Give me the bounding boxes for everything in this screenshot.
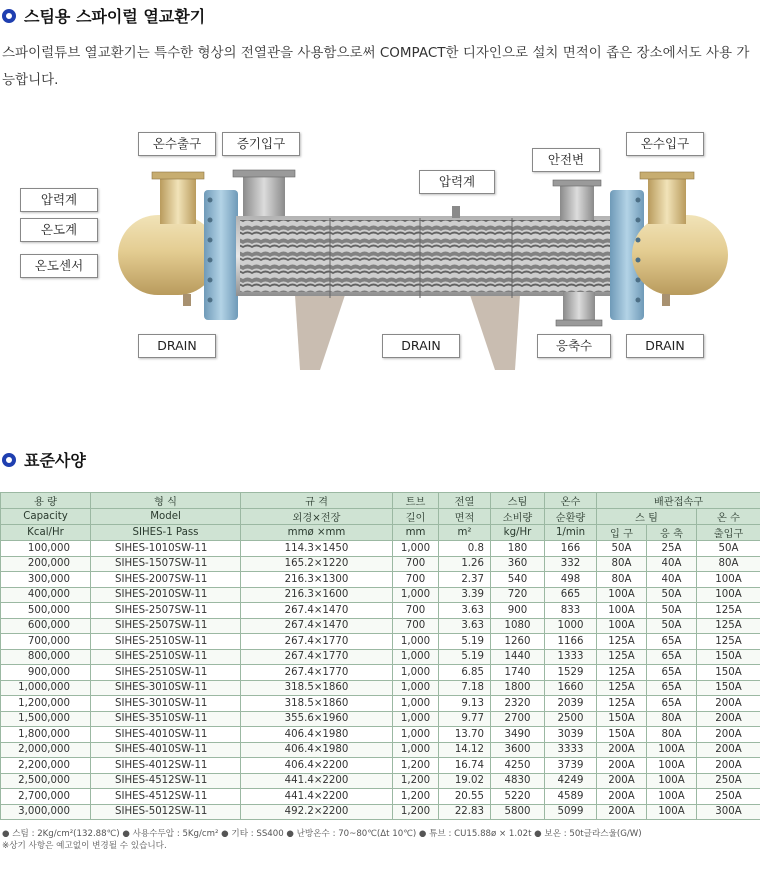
table-cell: 1,000 [393,696,439,712]
table-row [1,758,760,774]
table-cell: 200A [697,711,760,727]
table-cell: 50A [647,587,697,603]
table-row [1,541,760,557]
label-drain-left: DRAIN [138,334,216,358]
hot-water-outlet-pipe [160,172,196,224]
table-row [1,711,760,727]
table-cell: SIHES-2510SW-11 [91,665,241,681]
table-cell: 200,000 [1,556,91,572]
table-row [1,696,760,712]
table-cell: 1529 [545,665,597,681]
table-cell: 200A [597,804,647,820]
table-cell: 22.83 [439,804,491,820]
table-cell: 900,000 [1,665,91,681]
spec-note-line-1: ● 스팀 : 2Kg/cm²(132.88℃) ● 사용수두압 : 5Kg/cm² ● 기타 : SS400 ● 난방온수 : 70~80℃(Δt 10℃) ● 튜브 : CU15.88ø × 1.02t ● 보온 : 50t글라스울(G/W) [2,829,642,839]
table-cell: 200A [697,758,760,774]
table-cell: 3490 [491,727,545,743]
table-cell: 3039 [545,727,597,743]
intro-description: 스파이럴튜브 열교환기는 특수한 형상의 전열관을 사용함으로써 COMPACT한 디자인으로 설치 면적이 좁은 장소에서도 사용 가능합니다. [2,45,750,88]
th-in-out: 출입구 [697,525,760,541]
left-head-chamber [118,215,218,295]
table-cell: 216.3×1600 [241,587,393,603]
table-cell: 1740 [491,665,545,681]
table-cell: 1,000 [393,665,439,681]
table-cell: 100A [597,603,647,619]
table-cell: 1,200 [393,804,439,820]
th-pipe-connection: 배관접속구 [597,493,760,509]
table-cell: 100A [697,587,760,603]
th-tube-1: 트브 [393,493,439,509]
section-title-text: 스팀용 스파이럴 열교환기 [24,7,206,26]
table-cell: 1,200 [393,773,439,789]
table-cell: SIHES-1010SW-11 [91,541,241,557]
th-circ-2: 순환량 [545,509,597,525]
th-model-1: 형 식 [91,493,241,509]
table-cell: 100A [647,789,697,805]
table-cell: SIHES-2507SW-11 [91,618,241,634]
table-cell: 5099 [545,804,597,820]
table-cell: 4830 [491,773,545,789]
th-tube-2: 길이 [393,509,439,525]
table-cell: 1000 [545,618,597,634]
th-spec-3: mmø ×mm [241,525,393,541]
th-spec-2: 외경×전장 [241,509,393,525]
table-cell: 4589 [545,789,597,805]
table-cell: 5220 [491,789,545,805]
table-cell: 65A [647,696,697,712]
th-capacity-1: 용 량 [1,493,91,509]
table-cell: 3,000,000 [1,804,91,820]
table-cell: 250A [697,789,760,805]
th-spec-1: 규 격 [241,493,393,509]
table-cell: 2,200,000 [1,758,91,774]
table-cell: 600,000 [1,618,91,634]
th-tube-3: mm [393,525,439,541]
table-row [1,634,760,650]
table-row [1,680,760,696]
table-cell: SIHES-2007SW-11 [91,572,241,588]
table-cell: 100A [647,804,697,820]
table-cell: 100,000 [1,541,91,557]
table-cell: 3.63 [439,618,491,634]
table-cell: 150A [597,727,647,743]
table-cell: 9.13 [439,696,491,712]
table-cell: 65A [647,649,697,665]
table-cell: SIHES-1507SW-11 [91,556,241,572]
table-cell: 100A [597,587,647,603]
table-cell: 360 [491,556,545,572]
table-cell: 2,000,000 [1,742,91,758]
section-title-text: 표준사양 [24,451,86,470]
table-cell: 1660 [545,680,597,696]
table-cell: 80A [647,711,697,727]
table-cell: 200A [697,742,760,758]
table-cell: 318.5×1860 [241,696,393,712]
table-cell: 40A [647,572,697,588]
table-cell: 0.8 [439,541,491,557]
table-cell: 700 [393,603,439,619]
table-cell: 1,000 [393,634,439,650]
table-cell: 665 [545,587,597,603]
table-cell: 100A [647,758,697,774]
table-cell: 50A [697,541,760,557]
table-cell: 400,000 [1,587,91,603]
table-cell: 1,000 [393,680,439,696]
table-cell: 200A [597,773,647,789]
table-cell: 20.55 [439,789,491,805]
table-cell: 125A [697,634,760,650]
table-row [1,804,760,820]
table-cell: 2.37 [439,572,491,588]
table-cell: SIHES-3510SW-11 [91,711,241,727]
label-safety-valve: 안전변 [532,148,600,172]
table-cell: 2500 [545,711,597,727]
table-cell: 500,000 [1,603,91,619]
table-cell: 267.4×1770 [241,665,393,681]
table-cell: 1,500,000 [1,711,91,727]
table-cell: 125A [597,649,647,665]
table-cell: 1,000 [393,742,439,758]
table-cell: 441.4×2200 [241,773,393,789]
table-cell: 80A [597,556,647,572]
table-row [1,789,760,805]
table-cell: 2039 [545,696,597,712]
table-cell: 4250 [491,758,545,774]
table-cell: 80A [597,572,647,588]
table-cell: 200A [697,696,760,712]
table-row [1,727,760,743]
table-cell: 406.4×2200 [241,758,393,774]
table-cell: 2700 [491,711,545,727]
table-cell: 1333 [545,649,597,665]
table-cell: 3739 [545,758,597,774]
label-hot-water-inlet: 온수입구 [626,132,704,156]
table-cell: 300A [697,804,760,820]
table-cell: SIHES-2510SW-11 [91,649,241,665]
table-cell: 1,000 [393,711,439,727]
spec-table [0,492,760,820]
table-cell: 700 [393,572,439,588]
table-cell: 1260 [491,634,545,650]
table-cell: 267.4×1770 [241,649,393,665]
table-cell: 1080 [491,618,545,634]
th-area-3: m² [439,525,491,541]
right-head-chamber [632,215,728,295]
table-cell: 13.70 [439,727,491,743]
table-cell: 1,000 [393,541,439,557]
circle-bullet-icon [2,9,16,23]
table-cell: 150A [697,649,760,665]
table-cell: 1,200 [393,789,439,805]
th-steam-3: kg/Hr [491,525,545,541]
th-steam-group: 스 팀 [597,509,697,525]
table-row [1,665,760,681]
label-drain-right: DRAIN [626,334,704,358]
table-row [1,773,760,789]
label-hot-water-outlet: 온수출구 [138,132,216,156]
table-cell: 1,000 [393,649,439,665]
table-cell: SIHES-5012SW-11 [91,804,241,820]
table-cell: 833 [545,603,597,619]
table-cell: 1166 [545,634,597,650]
table-cell: 1,800,000 [1,727,91,743]
table-cell: 2320 [491,696,545,712]
table-cell: SIHES-2507SW-11 [91,603,241,619]
table-cell: 200A [597,742,647,758]
th-hot-water-group: 온 수 [697,509,760,525]
section-title-spiral-exchanger [2,4,205,27]
th-capacity-2: Capacity [1,509,91,525]
label-temperature-sensor: 온도센서 [20,254,98,278]
table-row [1,572,760,588]
table-cell: 125A [597,696,647,712]
table-cell: 180 [491,541,545,557]
table-cell: SIHES-4010SW-11 [91,742,241,758]
table-row [1,587,760,603]
label-steam-inlet: 증기입구 [222,132,300,156]
table-cell: 700 [393,618,439,634]
table-cell: 720 [491,587,545,603]
table-cell: 150A [597,711,647,727]
table-cell: 332 [545,556,597,572]
table-row [1,603,760,619]
th-capacity-3: Kcal/Hr [1,525,91,541]
spec-table-body [1,541,760,820]
heat-exchanger-illustration [0,120,760,370]
table-cell: 80A [647,727,697,743]
table-cell: 200A [697,727,760,743]
table-row [1,618,760,634]
th-steam-2: 소비량 [491,509,545,525]
table-cell: 300,000 [1,572,91,588]
table-cell: 498 [545,572,597,588]
table-cell: 1,000 [393,587,439,603]
table-cell: 100A [647,742,697,758]
table-cell: 700,000 [1,634,91,650]
spec-notes [2,828,758,852]
table-cell: 900 [491,603,545,619]
table-cell: 200A [597,789,647,805]
table-cell: 2,500,000 [1,773,91,789]
label-thermometer: 온도계 [20,218,98,242]
table-cell: 250A [697,773,760,789]
table-cell: 40A [647,556,697,572]
table-cell: 125A [597,665,647,681]
table-cell: 100A [597,618,647,634]
table-cell: 100A [697,572,760,588]
table-cell: 1,200 [393,758,439,774]
table-cell: 1440 [491,649,545,665]
table-cell: 800,000 [1,649,91,665]
table-cell: 50A [597,541,647,557]
table-cell: 406.4×1980 [241,742,393,758]
table-cell: 6.85 [439,665,491,681]
hot-water-inlet-pipe [648,172,686,224]
table-cell: 1.26 [439,556,491,572]
table-cell: 5.19 [439,634,491,650]
label-drain-center: DRAIN [382,334,460,358]
table-cell: 267.4×1470 [241,603,393,619]
table-cell: 150A [697,665,760,681]
table-cell: 318.5×1860 [241,680,393,696]
table-cell: SIHES-3010SW-11 [91,680,241,696]
table-cell: 3600 [491,742,545,758]
table-cell: 25A [647,541,697,557]
table-cell: 9.77 [439,711,491,727]
spec-note-line-2: ※상기 사항은 예고없이 변경될 수 있습니다. [2,841,167,851]
table-cell: 50A [647,618,697,634]
table-cell: 5800 [491,804,545,820]
label-condensate: 응축수 [537,334,611,358]
table-cell: SIHES-4512SW-11 [91,789,241,805]
table-cell: 406.4×1980 [241,727,393,743]
table-cell: 1800 [491,680,545,696]
th-area-2: 면적 [439,509,491,525]
table-cell: 65A [647,634,697,650]
th-area-1: 전열 [439,493,491,509]
spiral-tube-bundle [240,220,612,292]
table-cell: 125A [597,680,647,696]
table-cell: SIHES-2010SW-11 [91,587,241,603]
table-cell: 125A [697,603,760,619]
circle-bullet-icon [2,453,16,467]
table-cell: 700 [393,556,439,572]
table-cell: 65A [647,665,697,681]
table-cell: 1,000 [393,727,439,743]
table-cell: 355.6×1960 [241,711,393,727]
th-steam-1: 스팀 [491,493,545,509]
label-pressure-gauge-left: 압력계 [20,188,98,212]
heat-exchanger-diagram [0,120,760,370]
table-cell: 14.12 [439,742,491,758]
table-cell: 150A [697,680,760,696]
table-cell: 80A [697,556,760,572]
table-cell: 16.74 [439,758,491,774]
table-cell: 65A [647,680,697,696]
table-cell: 3333 [545,742,597,758]
table-cell: 166 [545,541,597,557]
th-model-2: Model [91,509,241,525]
table-cell: 50A [647,603,697,619]
th-circ-3: 1/min [545,525,597,541]
table-cell: 1,200,000 [1,696,91,712]
table-cell: SIHES-4012SW-11 [91,758,241,774]
table-cell: 19.02 [439,773,491,789]
table-cell: 216.3×1300 [241,572,393,588]
table-row [1,556,760,572]
right-saddle-support [470,295,520,370]
th-model-3: SIHES-1 Pass [91,525,241,541]
table-cell: 165.2×1220 [241,556,393,572]
table-cell: 114.3×1450 [241,541,393,557]
table-cell: 492.2×2200 [241,804,393,820]
table-row [1,649,760,665]
section-title-standard-spec [2,448,86,471]
th-circ-1: 온수 [545,493,597,509]
table-cell: SIHES-4512SW-11 [91,773,241,789]
th-condensate: 응 축 [647,525,697,541]
table-cell: SIHES-2510SW-11 [91,634,241,650]
table-row [1,742,760,758]
table-cell: 125A [697,618,760,634]
label-pressure-gauge-top: 압력계 [419,170,495,194]
table-cell: 200A [597,758,647,774]
table-cell: 4249 [545,773,597,789]
table-cell: 1,000,000 [1,680,91,696]
table-cell: 5.19 [439,649,491,665]
table-cell: 540 [491,572,545,588]
table-cell: 7.18 [439,680,491,696]
table-cell: 3.63 [439,603,491,619]
table-cell: 125A [597,634,647,650]
table-cell: 3.39 [439,587,491,603]
table-cell: 267.4×1770 [241,634,393,650]
left-saddle-support [295,295,345,370]
table-cell: SIHES-4010SW-11 [91,727,241,743]
table-cell: 441.4×2200 [241,789,393,805]
table-cell: 267.4×1470 [241,618,393,634]
steam-inlet-pipe [243,170,285,220]
th-inlet: 입 구 [597,525,647,541]
table-cell: 2,700,000 [1,789,91,805]
table-cell: 100A [647,773,697,789]
table-cell: SIHES-3010SW-11 [91,696,241,712]
